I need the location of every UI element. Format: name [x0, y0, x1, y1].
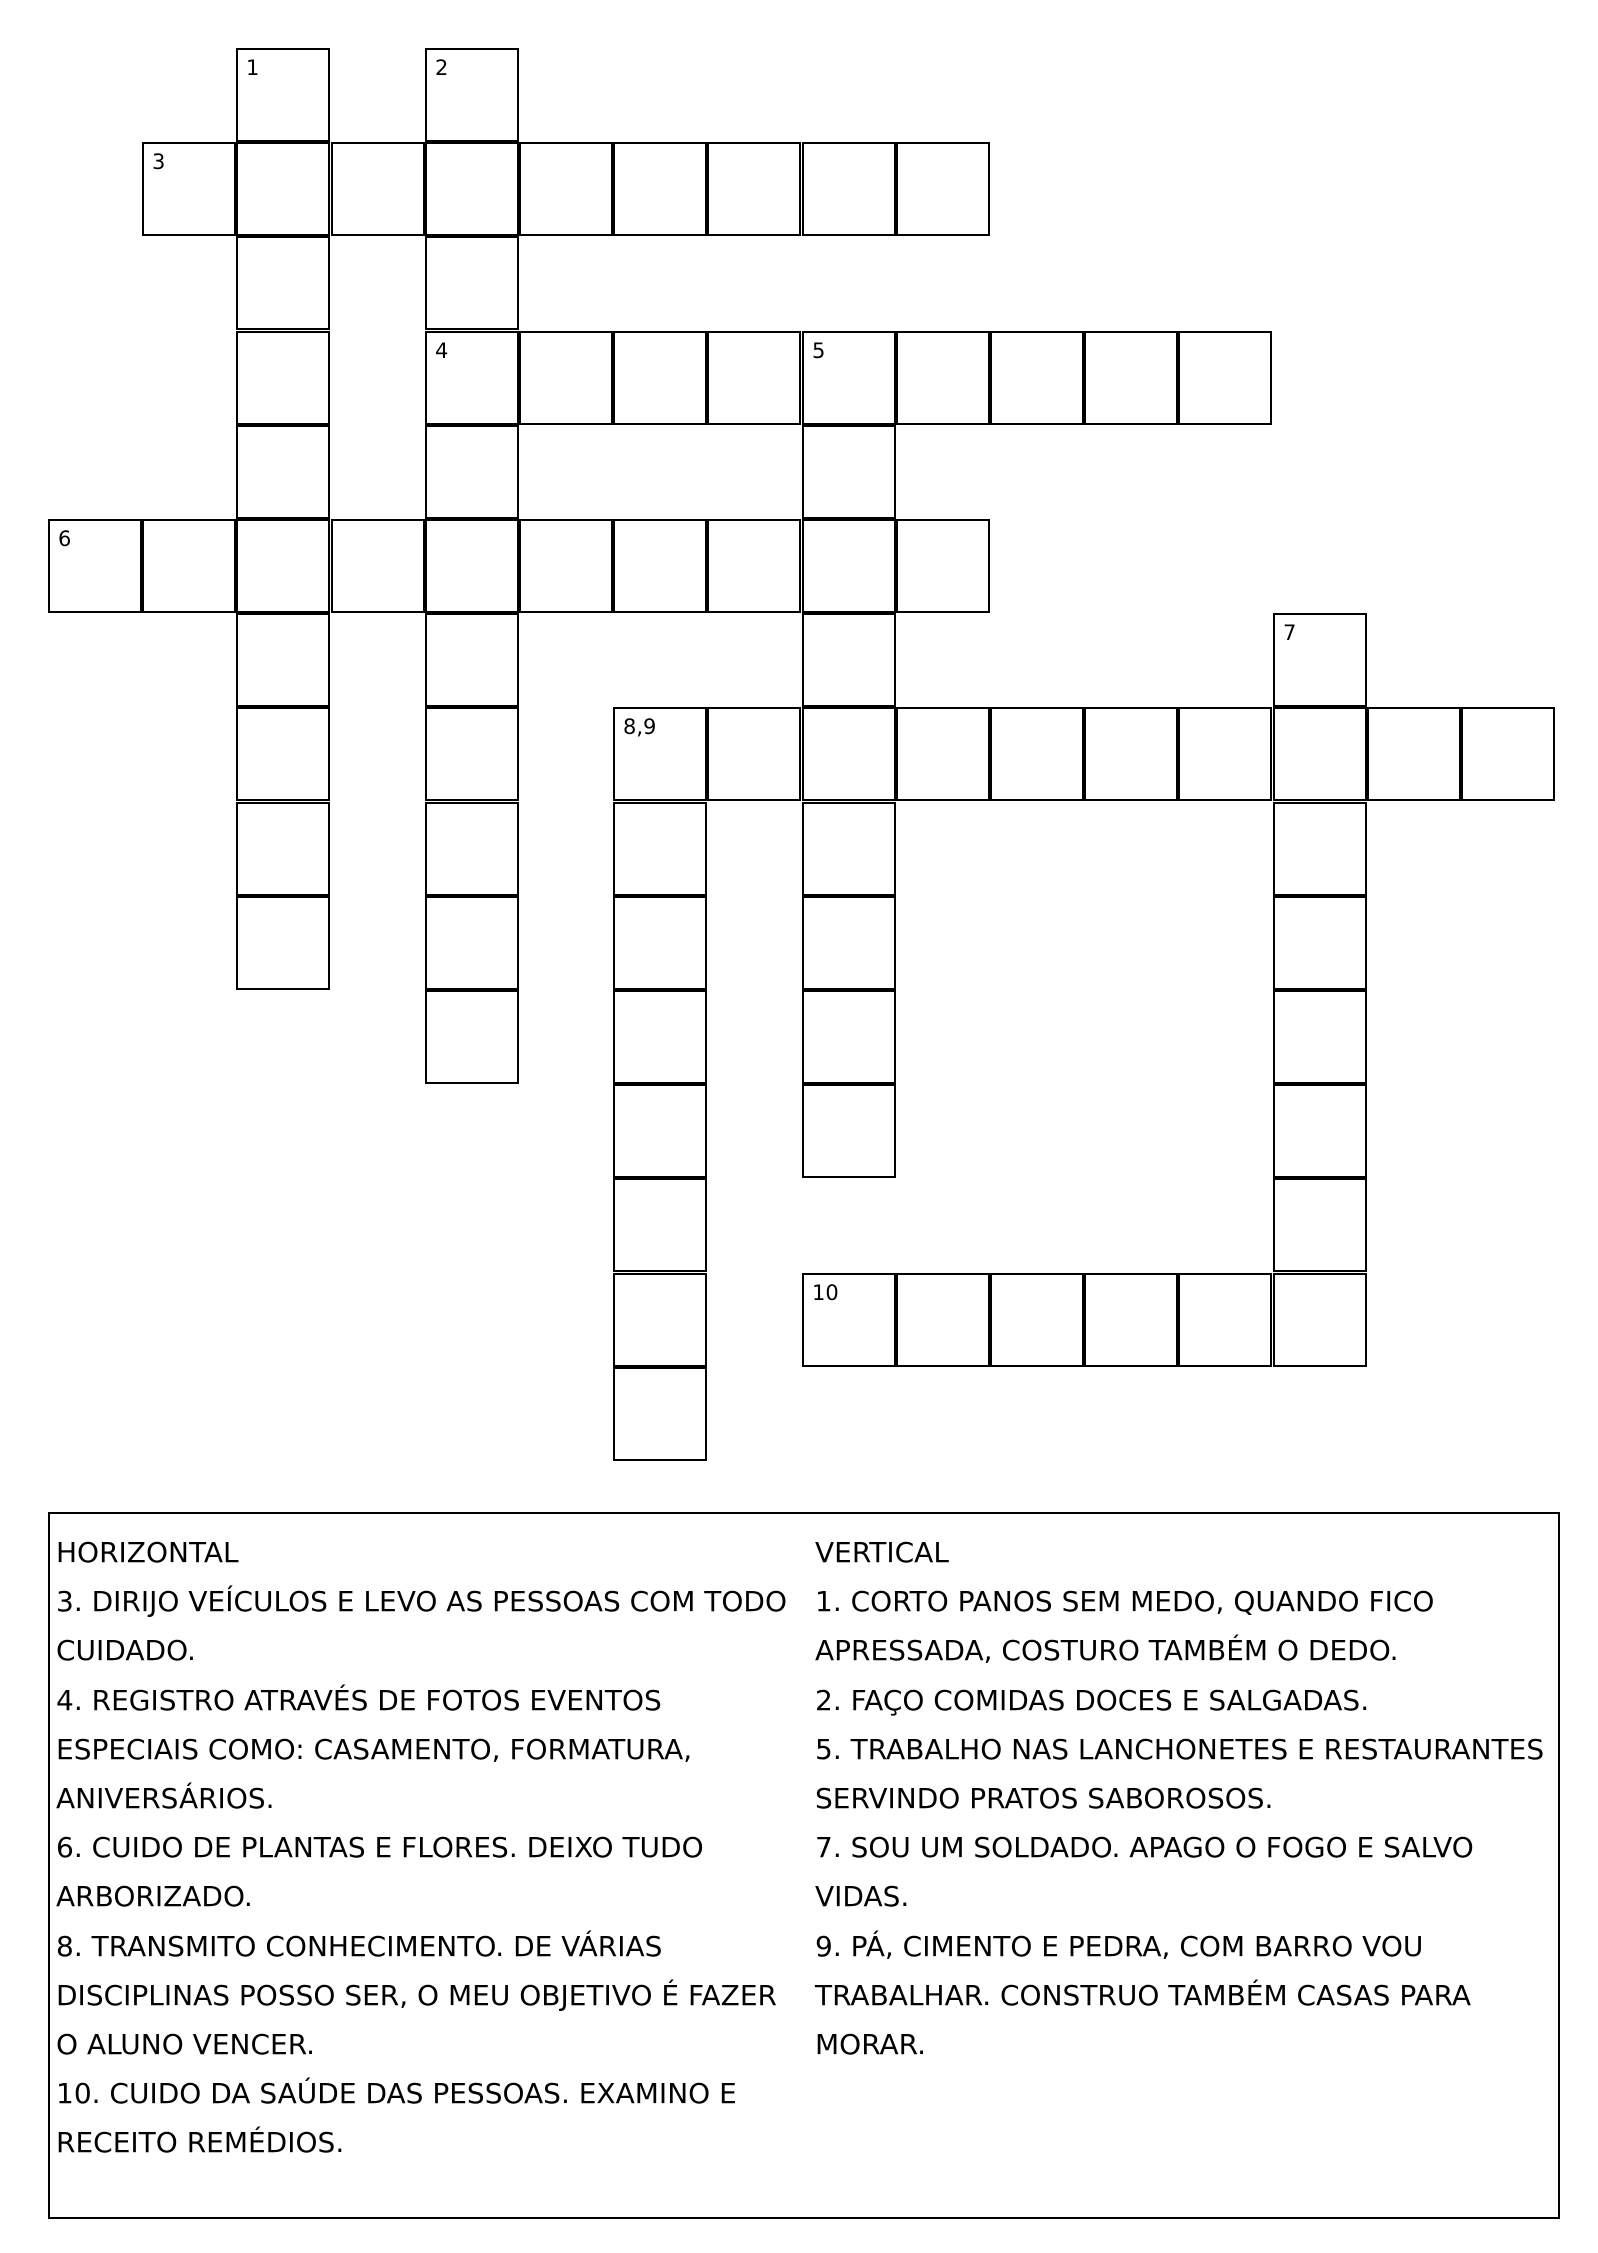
crossword-cell[interactable]	[425, 519, 519, 613]
crossword-cell[interactable]	[1178, 707, 1272, 801]
crossword-cell[interactable]	[896, 519, 990, 613]
crossword-cell[interactable]	[613, 1273, 707, 1367]
crossword-cell[interactable]	[802, 1273, 896, 1367]
crossword-cell[interactable]	[613, 1367, 707, 1461]
crossword-cell[interactable]	[236, 331, 330, 425]
clue-number: 7	[1283, 621, 1297, 645]
horizontal-clue-line: 3. DIRIJO VEÍCULOS E LEVO AS PESSOAS COM TODO	[56, 1585, 788, 1619]
vertical-clue-line: VIDAS.	[815, 1880, 910, 1914]
vertical-clue-line: 2. FAÇO COMIDAS DOCES E SALGADAS.	[815, 1683, 1370, 1717]
crossword-cell[interactable]	[425, 896, 519, 990]
crossword-cell[interactable]	[802, 896, 896, 990]
vertical-clue-line: MORAR.	[815, 2028, 927, 2062]
crossword-cell[interactable]	[425, 802, 519, 896]
crossword-cell[interactable]	[236, 142, 330, 236]
crossword-cell[interactable]	[613, 990, 707, 1084]
crossword-cell[interactable]	[1178, 331, 1272, 425]
horizontal-clue-line: ANIVERSÁRIOS.	[56, 1782, 275, 1816]
crossword-cell[interactable]	[519, 331, 613, 425]
crossword-cell[interactable]	[48, 519, 142, 613]
crossword-cell[interactable]	[802, 802, 896, 896]
crossword-cell[interactable]	[613, 802, 707, 896]
crossword-cell[interactable]	[802, 425, 896, 519]
crossword-cell[interactable]	[1084, 707, 1178, 801]
crossword-cell[interactable]	[236, 48, 330, 142]
crossword-cell[interactable]	[1273, 1178, 1367, 1272]
clue-number: 4	[435, 339, 449, 363]
vertical-heading: VERTICAL	[815, 1536, 949, 1569]
crossword-cell[interactable]	[1273, 802, 1367, 896]
crossword-cell[interactable]	[1084, 331, 1178, 425]
crossword-cell[interactable]	[802, 707, 896, 801]
horizontal-clue-line: O ALUNO VENCER.	[56, 2028, 316, 2062]
crossword-cell[interactable]	[425, 142, 519, 236]
horizontal-clue-line: RECEITO REMÉDIOS.	[56, 2126, 345, 2160]
clue-number: 2	[435, 56, 449, 80]
clue-number: 6	[58, 527, 72, 551]
clue-number: 10	[812, 1281, 839, 1305]
crossword-cell[interactable]	[1461, 707, 1555, 801]
crossword-cell[interactable]	[613, 142, 707, 236]
crossword-cell[interactable]	[519, 142, 613, 236]
crossword-cell[interactable]	[1178, 1273, 1272, 1367]
crossword-cell[interactable]	[425, 236, 519, 330]
crossword-cell[interactable]	[1273, 1273, 1367, 1367]
vertical-clues	[815, 1528, 1555, 2069]
crossword-cell[interactable]	[990, 1273, 1084, 1367]
horizontal-clue-line: ARBORIZADO.	[56, 1880, 253, 1914]
crossword-cell[interactable]	[425, 48, 519, 142]
crossword-cell[interactable]	[142, 519, 236, 613]
crossword-cell[interactable]	[425, 707, 519, 801]
crossword-cell[interactable]	[142, 142, 236, 236]
clue-number: 1	[246, 56, 260, 80]
crossword-cell[interactable]	[236, 236, 330, 330]
crossword-cell[interactable]	[613, 331, 707, 425]
crossword-cell[interactable]	[1084, 1273, 1178, 1367]
crossword-cell[interactable]	[802, 331, 896, 425]
horizontal-clue-line: CUIDADO.	[56, 1634, 196, 1668]
vertical-clue-line: 7. SOU UM SOLDADO. APAGO O FOGO E SALVO	[815, 1831, 1474, 1865]
crossword-cell[interactable]	[1367, 707, 1461, 801]
horizontal-clue-line: 4. REGISTRO ATRAVÉS DE FOTOS EVENTOS	[56, 1683, 662, 1717]
vertical-clue-line: TRABALHAR. CONSTRUO TAMBÉM CASAS PARA	[815, 1978, 1472, 2012]
crossword-cell[interactable]	[613, 896, 707, 990]
crossword-cell[interactable]	[236, 613, 330, 707]
crossword-cell[interactable]	[896, 707, 990, 801]
crossword-cell[interactable]	[990, 707, 1084, 801]
crossword-cell[interactable]	[425, 990, 519, 1084]
crossword-cell[interactable]	[707, 331, 801, 425]
clue-number: 3	[152, 150, 166, 174]
crossword-cell[interactable]	[613, 1084, 707, 1178]
crossword-cell[interactable]	[896, 1273, 990, 1367]
crossword-cell[interactable]	[1273, 613, 1367, 707]
vertical-clue-line: 5. TRABALHO NAS LANCHONETES E RESTAURANTES	[815, 1732, 1545, 1766]
crossword-cell[interactable]	[990, 331, 1084, 425]
crossword-cell[interactable]	[707, 519, 801, 613]
crossword-cell[interactable]	[707, 707, 801, 801]
crossword-cell[interactable]	[1273, 707, 1367, 801]
crossword-cell[interactable]	[425, 331, 519, 425]
crossword-cell[interactable]	[236, 425, 330, 519]
crossword-cell[interactable]	[1273, 1084, 1367, 1178]
crossword-cell[interactable]	[236, 519, 330, 613]
horizontal-clue-line: 6. CUIDO DE PLANTAS E FLORES. DEIXO TUDO	[56, 1831, 704, 1865]
crossword-cell[interactable]	[613, 707, 707, 801]
crossword-cell[interactable]	[331, 142, 425, 236]
horizontal-clues	[56, 1528, 806, 2168]
crossword-cell[interactable]	[613, 1178, 707, 1272]
crossword-cell[interactable]	[802, 519, 896, 613]
vertical-clue-line: 1. CORTO PANOS SEM MEDO, QUANDO FICO	[815, 1585, 1435, 1619]
crossword-cell[interactable]	[236, 707, 330, 801]
crossword-cell[interactable]	[896, 331, 990, 425]
vertical-clue-line: APRESSADA, COSTURO TAMBÉM O DEDO.	[815, 1634, 1399, 1668]
horizontal-clue-line: 10. CUIDO DA SAÚDE DAS PESSOAS. EXAMINO E	[56, 2077, 737, 2111]
crossword-cell[interactable]	[896, 142, 990, 236]
vertical-clue-line: SERVINDO PRATOS SABOROSOS.	[815, 1782, 1274, 1816]
clue-number: 5	[812, 339, 826, 363]
horizontal-clue-line: 8. TRANSMITO CONHECIMENTO. DE VÁRIAS	[56, 1929, 663, 1963]
crossword-cell[interactable]	[707, 142, 801, 236]
crossword-cell[interactable]	[1273, 896, 1367, 990]
horizontal-clue-line: DISCIPLINAS POSSO SER, O MEU OBJETIVO É FAZER	[56, 1978, 777, 2012]
crossword-cell[interactable]	[236, 802, 330, 896]
horizontal-heading: HORIZONTAL	[56, 1536, 239, 1569]
crossword-cell[interactable]	[802, 990, 896, 1084]
crossword-cell[interactable]	[519, 519, 613, 613]
crossword-cell[interactable]	[331, 519, 425, 613]
crossword-cell[interactable]	[802, 142, 896, 236]
horizontal-clue-line: ESPECIAIS COMO: CASAMENTO, FORMATURA,	[56, 1732, 693, 1766]
clues-box	[48, 1512, 1560, 2219]
crossword-cell[interactable]	[425, 613, 519, 707]
crossword-cell[interactable]	[236, 896, 330, 990]
crossword-cell[interactable]	[1273, 990, 1367, 1084]
crossword-cell[interactable]	[425, 425, 519, 519]
clue-number: 8,9	[623, 715, 657, 739]
crossword-cell[interactable]	[802, 613, 896, 707]
crossword-cell[interactable]	[802, 1084, 896, 1178]
vertical-clue-line: 9. PÁ, CIMENTO E PEDRA, COM BARRO VOU	[815, 1929, 1424, 1963]
crossword-cell[interactable]	[613, 519, 707, 613]
